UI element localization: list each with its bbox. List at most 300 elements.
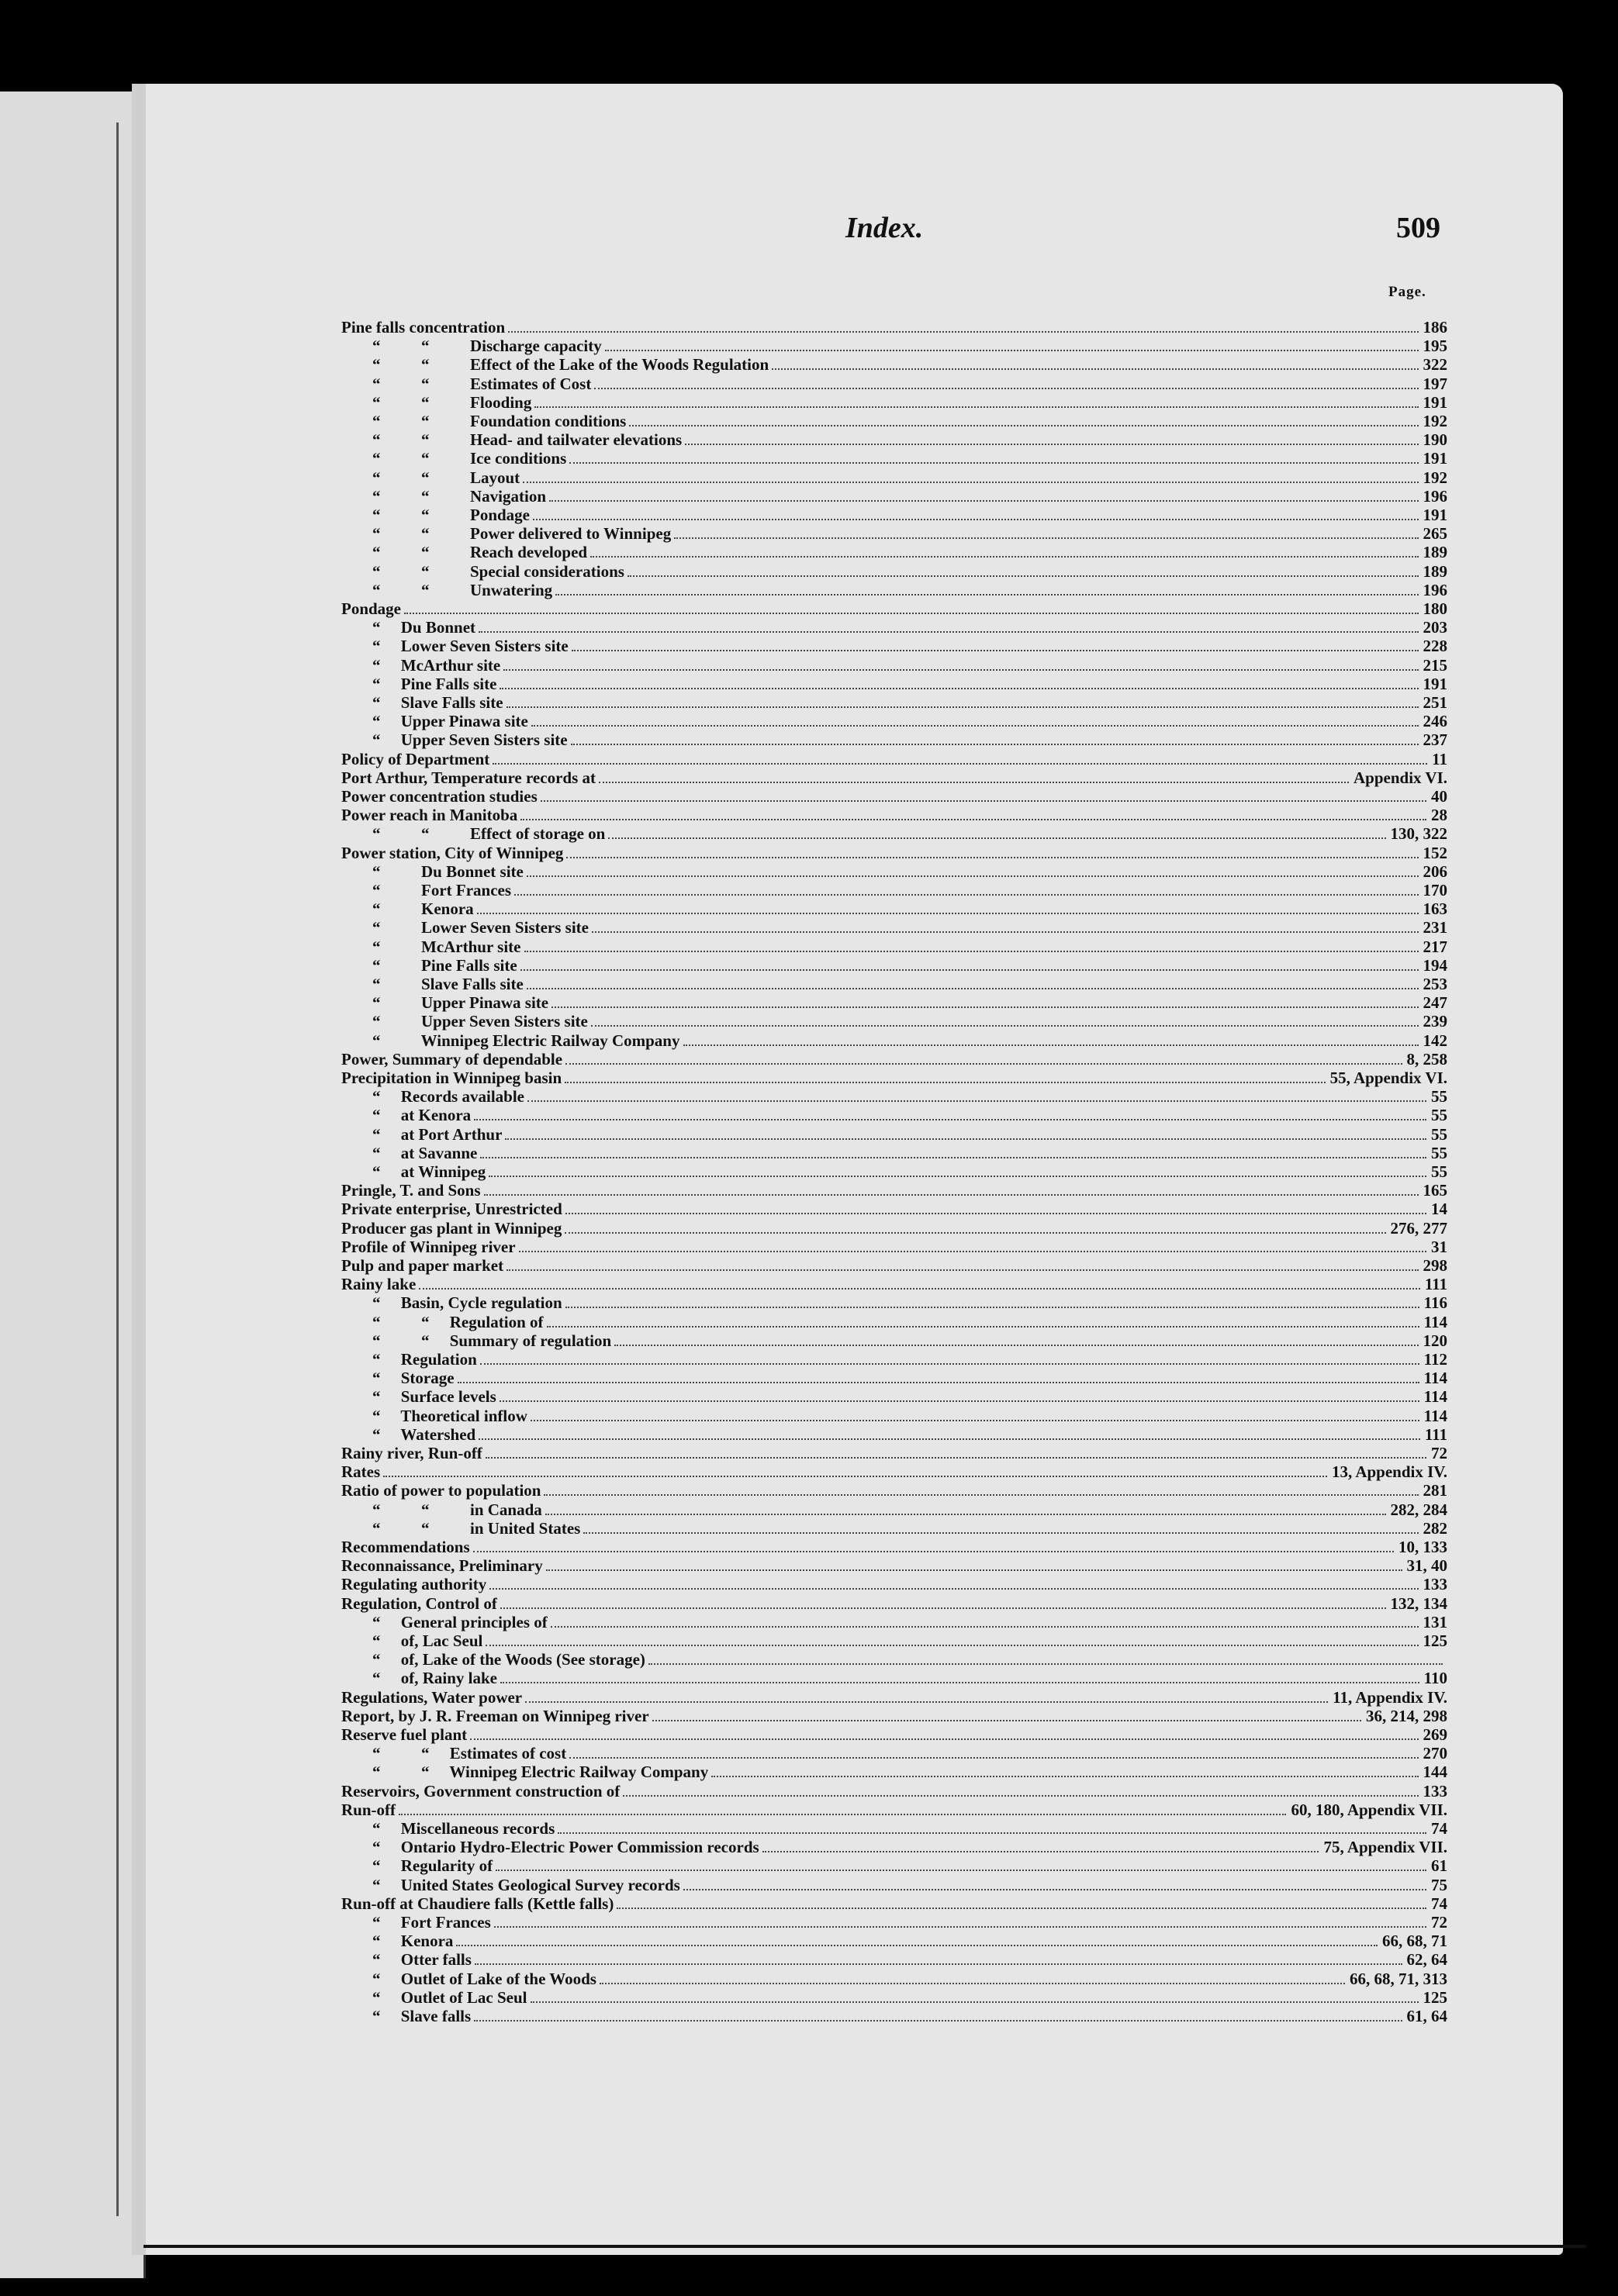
entry-page: 152 bbox=[1423, 843, 1447, 862]
entry-text: “ of, Rainy lake bbox=[372, 1669, 498, 1688]
entry-page: 194 bbox=[1423, 955, 1447, 975]
entry-text: “ at Savanne bbox=[372, 1143, 478, 1162]
dot-leader bbox=[555, 594, 1418, 596]
dot-leader bbox=[493, 763, 1427, 765]
dot-leader bbox=[762, 1851, 1319, 1852]
index-entry bbox=[341, 1838, 1447, 1856]
index-entry bbox=[341, 1125, 1447, 1144]
entry-page: 196 bbox=[1423, 580, 1447, 599]
index-entry bbox=[341, 2007, 1447, 2025]
dot-leader bbox=[551, 1006, 1418, 1008]
entry-text: “ “ Foundation conditions bbox=[372, 412, 627, 430]
entry-page: 55 bbox=[1431, 1162, 1447, 1181]
entry-page: 239 bbox=[1423, 1012, 1447, 1031]
entry-text: “ “ Estimates of Cost bbox=[372, 374, 592, 393]
index-entry bbox=[341, 881, 1447, 899]
dot-leader bbox=[629, 425, 1418, 426]
index-entry bbox=[341, 844, 1447, 862]
entry-page: 197 bbox=[1423, 374, 1447, 393]
entry-text: “ “ Navigation bbox=[372, 486, 547, 506]
index-entry bbox=[341, 1988, 1447, 2007]
index-entry bbox=[341, 1631, 1447, 1650]
dot-leader bbox=[565, 1232, 1385, 1234]
index-entry bbox=[341, 1950, 1447, 1969]
entry-page: 265 bbox=[1423, 524, 1447, 544]
entry-page: 270 bbox=[1423, 1744, 1447, 1763]
entry-text: “ McArthur site bbox=[372, 655, 501, 675]
dot-leader bbox=[544, 1494, 1418, 1496]
index-entry bbox=[341, 1669, 1447, 1687]
entry-text: “ “ Effect of storage on bbox=[372, 824, 606, 844]
index-entry bbox=[341, 375, 1447, 393]
entry-text: Pulp and paper market bbox=[341, 1256, 504, 1275]
entry-page: Appendix VI. bbox=[1354, 768, 1447, 787]
dot-leader bbox=[594, 388, 1418, 389]
dot-leader bbox=[404, 613, 1418, 614]
dot-leader bbox=[531, 2001, 1419, 2003]
entry-text: “ Ontario Hydro-Electric Power Commission records bbox=[372, 1838, 759, 1857]
entry-page: 111 bbox=[1424, 1275, 1447, 1294]
index-entry bbox=[341, 1012, 1447, 1031]
entry-text: “ Outlet of Lake of the Woods bbox=[372, 1969, 596, 1988]
dot-leader bbox=[685, 444, 1418, 445]
entry-text: Producer gas plant in Winnipeg bbox=[341, 1218, 562, 1238]
dot-leader bbox=[514, 894, 1418, 896]
dot-leader bbox=[599, 782, 1349, 783]
entry-text: “ Miscellaneous records bbox=[372, 1819, 555, 1838]
index-entry bbox=[341, 918, 1447, 937]
index-entry bbox=[341, 1031, 1447, 1050]
entry-text: “ at Kenora bbox=[372, 1106, 472, 1125]
entry-text: Policy of Department bbox=[341, 749, 490, 768]
index-entry bbox=[341, 787, 1447, 806]
entry-page: 55, Appendix VI. bbox=[1329, 1069, 1447, 1087]
entry-page: 14 bbox=[1431, 1200, 1447, 1219]
entry-text: Run-off bbox=[341, 1800, 396, 1819]
entry-text: “ Slave Falls site bbox=[372, 975, 524, 993]
entry-page: 170 bbox=[1423, 881, 1447, 899]
entry-page: 114 bbox=[1423, 1312, 1447, 1331]
index-entry bbox=[341, 1856, 1447, 1875]
entry-text: “ Fort Frances bbox=[372, 1913, 491, 1932]
entry-page: 269 bbox=[1423, 1725, 1447, 1744]
entry-page: 142 bbox=[1423, 1031, 1447, 1050]
entry-text: Pringle, T. and Sons bbox=[341, 1181, 481, 1200]
entry-page: 247 bbox=[1423, 993, 1447, 1013]
index-entry bbox=[341, 337, 1447, 355]
index-entry bbox=[341, 1932, 1447, 1950]
entry-text: “ Regularity of bbox=[372, 1856, 493, 1876]
entry-text: “ at Winnipeg bbox=[372, 1162, 486, 1181]
entry-page: 191 bbox=[1423, 506, 1447, 524]
index-entry bbox=[341, 1387, 1447, 1406]
entry-page: 61 bbox=[1431, 1856, 1447, 1876]
index-entry bbox=[341, 993, 1447, 1012]
entry-page: 74 bbox=[1431, 1819, 1447, 1838]
dot-leader bbox=[470, 1738, 1418, 1740]
entry-text: “ Records available bbox=[372, 1087, 524, 1107]
index-entry bbox=[341, 562, 1447, 581]
entry-page: 8, 258 bbox=[1406, 1049, 1447, 1069]
entry-page: 31 bbox=[1431, 1237, 1447, 1256]
entry-text: Port Arthur, Temperature records at bbox=[341, 768, 596, 787]
dot-leader bbox=[520, 969, 1419, 971]
entry-page: 110 bbox=[1423, 1669, 1447, 1688]
dot-leader bbox=[519, 1251, 1426, 1252]
dot-leader bbox=[608, 837, 1385, 839]
entry-text: “ Theoretical inflow bbox=[372, 1406, 527, 1425]
index-entry bbox=[341, 1144, 1447, 1162]
entry-text: “ Fort Frances bbox=[372, 881, 512, 899]
dot-leader bbox=[565, 1082, 1326, 1083]
dot-leader bbox=[565, 1307, 1419, 1308]
entry-page: 253 bbox=[1423, 975, 1447, 993]
entry-text: “ “ Flooding bbox=[372, 392, 532, 412]
entry-page: 246 bbox=[1423, 712, 1447, 731]
entry-text: Profile of Winnipeg river bbox=[341, 1237, 516, 1256]
entry-page: 55 bbox=[1431, 1143, 1447, 1162]
dot-leader bbox=[527, 1100, 1426, 1102]
entry-text: “ at Port Arthur bbox=[372, 1124, 503, 1144]
entry-text: “ “ Discharge capacity bbox=[372, 337, 602, 356]
entry-page: 132, 134 bbox=[1390, 1593, 1447, 1613]
entry-text: “ Du Bonnet site bbox=[372, 861, 524, 881]
entry-page: 228 bbox=[1423, 637, 1447, 656]
index-entry bbox=[341, 637, 1447, 655]
index-entry bbox=[341, 1181, 1447, 1200]
entry-page: 191 bbox=[1423, 392, 1447, 412]
dot-leader bbox=[486, 1457, 1426, 1459]
entry-text: Reservoirs, Government construction of bbox=[341, 1781, 621, 1801]
index-entry bbox=[341, 355, 1447, 374]
entry-page: 40 bbox=[1431, 787, 1447, 806]
index-entry bbox=[341, 1894, 1447, 1913]
entry-page: 203 bbox=[1423, 618, 1447, 637]
entry-page: 55 bbox=[1431, 1087, 1447, 1107]
entry-text: Report, by J. R. Freeman on Winnipeg river bbox=[341, 1706, 649, 1725]
entry-text: “ “ Summary of regulation bbox=[372, 1331, 612, 1350]
dot-leader bbox=[772, 368, 1418, 370]
entry-page: 55 bbox=[1431, 1106, 1447, 1125]
dot-leader bbox=[592, 931, 1419, 933]
index-entry bbox=[341, 393, 1447, 412]
dot-leader bbox=[500, 1400, 1419, 1402]
entry-page: 192 bbox=[1423, 412, 1447, 430]
index-entry bbox=[341, 1519, 1447, 1538]
entry-page: 120 bbox=[1423, 1331, 1447, 1350]
entry-page: 11 bbox=[1432, 749, 1447, 768]
dot-leader bbox=[547, 1326, 1419, 1328]
dot-leader bbox=[484, 1194, 1419, 1196]
entry-page: 125 bbox=[1423, 1987, 1447, 2007]
entry-text: “ of, Lac Seul bbox=[372, 1631, 483, 1650]
dot-leader bbox=[545, 1514, 1386, 1515]
dot-leader bbox=[569, 1757, 1418, 1759]
dot-leader bbox=[500, 1607, 1386, 1609]
dot-leader bbox=[489, 1176, 1426, 1177]
entry-text: Reserve fuel plant bbox=[341, 1725, 468, 1744]
entry-text: Private enterprise, Unrestricted bbox=[341, 1200, 562, 1219]
dot-leader bbox=[523, 482, 1418, 483]
index-entry bbox=[341, 1594, 1447, 1613]
entry-page: 215 bbox=[1423, 655, 1447, 675]
page-gutter-line bbox=[116, 123, 119, 2216]
dot-leader bbox=[549, 500, 1418, 502]
dot-leader bbox=[480, 1363, 1419, 1365]
index-entry bbox=[341, 1876, 1447, 1894]
entry-text: “ “ Winnipeg Electric Railway Company bbox=[372, 1763, 709, 1782]
dot-leader bbox=[617, 1908, 1426, 1909]
index-entry bbox=[341, 712, 1447, 730]
dot-leader bbox=[503, 669, 1418, 671]
entry-text: “ General principles of bbox=[372, 1612, 548, 1631]
entry-page: 75 bbox=[1431, 1875, 1447, 1894]
entry-page: 114 bbox=[1423, 1387, 1447, 1407]
index-entry bbox=[341, 524, 1447, 543]
entry-text: “ Kenora bbox=[372, 899, 474, 919]
dot-leader bbox=[480, 1157, 1426, 1158]
index-entry bbox=[341, 1725, 1447, 1744]
entry-text: “ Basin, Cycle regulation bbox=[372, 1293, 562, 1313]
index-entry bbox=[341, 1688, 1447, 1707]
dot-leader bbox=[508, 331, 1418, 333]
entry-text: “ of, Lake of the Woods (See storage) bbox=[372, 1650, 645, 1669]
index-entry bbox=[341, 430, 1447, 449]
index-entry bbox=[341, 1613, 1447, 1631]
index-entry bbox=[341, 1744, 1447, 1763]
dot-leader bbox=[500, 688, 1418, 689]
entry-page: 66, 68, 71 bbox=[1382, 1932, 1447, 1951]
dot-leader bbox=[623, 1795, 1418, 1797]
index-entry bbox=[341, 730, 1447, 749]
entry-page: 206 bbox=[1423, 861, 1447, 881]
entry-text: Pondage bbox=[341, 599, 402, 618]
entry-text: Regulations, Water power bbox=[341, 1687, 523, 1707]
entry-text: “ “ in United States bbox=[372, 1518, 581, 1538]
entry-text: Recommendations bbox=[341, 1538, 470, 1556]
entry-text: “ Upper Seven Sisters site bbox=[372, 730, 568, 750]
entry-page: 111 bbox=[1424, 1424, 1447, 1444]
index-entry bbox=[341, 675, 1447, 693]
entry-text: Pine falls concentration bbox=[341, 318, 506, 337]
entry-page: 298 bbox=[1423, 1256, 1447, 1275]
index-entry bbox=[341, 1707, 1447, 1725]
entry-page: 282, 284 bbox=[1390, 1500, 1447, 1519]
index-entry bbox=[341, 1481, 1447, 1500]
index-entry bbox=[341, 1575, 1447, 1593]
index-entry bbox=[341, 468, 1447, 487]
entry-text: Rainy lake bbox=[341, 1275, 417, 1294]
index-entry bbox=[341, 1369, 1447, 1387]
entry-text: Run-off at Chaudiere falls (Kettle falls) bbox=[341, 1894, 614, 1913]
index-entry bbox=[341, 768, 1447, 787]
entry-text: Power concentration studies bbox=[341, 787, 538, 806]
entry-text: “ Otter falls bbox=[372, 1950, 472, 1970]
entry-text: Regulating authority bbox=[341, 1575, 487, 1594]
index-entry bbox=[341, 1256, 1447, 1275]
dot-leader bbox=[591, 1025, 1419, 1027]
index-entry bbox=[341, 750, 1447, 768]
entry-text: Reconnaissance, Preliminary bbox=[341, 1556, 543, 1576]
dot-leader bbox=[711, 1776, 1418, 1777]
entry-page: 10, 133 bbox=[1398, 1538, 1447, 1556]
index-entry bbox=[341, 449, 1447, 468]
index-entry bbox=[341, 618, 1447, 637]
index-entry bbox=[341, 599, 1447, 618]
dot-leader bbox=[383, 1476, 1327, 1477]
entry-page: 133 bbox=[1423, 1781, 1447, 1801]
entry-page: 237 bbox=[1423, 730, 1447, 750]
dot-leader bbox=[565, 1213, 1426, 1214]
dot-leader bbox=[605, 350, 1419, 351]
entry-text: “ Du Bonnet bbox=[372, 618, 476, 637]
index-entry bbox=[341, 318, 1447, 337]
dot-leader bbox=[527, 875, 1419, 877]
entry-page: 114 bbox=[1423, 1406, 1447, 1425]
page-title: Index. bbox=[845, 212, 924, 244]
entry-text: “ “ in Canada bbox=[372, 1500, 542, 1519]
dot-leader bbox=[566, 857, 1418, 858]
entry-page: 189 bbox=[1423, 543, 1447, 562]
entry-page: 281 bbox=[1423, 1481, 1447, 1500]
dot-leader bbox=[506, 706, 1419, 708]
bottom-edge-shadow bbox=[143, 2245, 1586, 2248]
dot-leader bbox=[479, 631, 1418, 633]
entry-text: “ Slave Falls site bbox=[372, 693, 503, 712]
entry-page: 116 bbox=[1423, 1293, 1447, 1313]
entry-text: “ “ Effect of the Lake of the Woods Regulation bbox=[372, 355, 769, 375]
entry-text: “ Watershed bbox=[372, 1424, 476, 1444]
entry-page: 189 bbox=[1423, 561, 1447, 581]
dot-leader bbox=[419, 1288, 1420, 1290]
index-entry bbox=[341, 1275, 1447, 1293]
entry-text: “ “ Ice conditions bbox=[372, 449, 567, 468]
index-entry bbox=[341, 1425, 1447, 1444]
entry-text: Precipitation in Winnipeg basin bbox=[341, 1069, 562, 1087]
index-entry bbox=[341, 1782, 1447, 1801]
index-entry bbox=[341, 487, 1447, 506]
dot-leader bbox=[590, 556, 1418, 558]
entry-text: “ Upper Pinawa site bbox=[372, 993, 549, 1013]
index-entry bbox=[341, 1219, 1447, 1238]
index-entry bbox=[341, 1407, 1447, 1425]
entry-page: 133 bbox=[1423, 1575, 1447, 1594]
dot-leader bbox=[533, 519, 1418, 520]
entry-text: “ Upper Pinawa site bbox=[372, 712, 528, 731]
dot-leader bbox=[527, 988, 1419, 989]
dot-leader bbox=[674, 537, 1418, 539]
entry-text: “ Pine Falls site bbox=[372, 674, 497, 693]
entry-text: “ “ Pondage bbox=[372, 506, 531, 524]
entry-text: “ Winnipeg Electric Railway Company bbox=[372, 1031, 680, 1050]
dot-leader bbox=[583, 1532, 1418, 1534]
index-entry bbox=[341, 1801, 1447, 1819]
entry-page: 192 bbox=[1423, 468, 1447, 487]
index-entry bbox=[341, 656, 1447, 675]
index-entry bbox=[341, 937, 1447, 956]
index-entry bbox=[341, 1050, 1447, 1069]
entry-text: “ Lower Seven Sisters site bbox=[372, 637, 569, 656]
dot-leader bbox=[524, 951, 1419, 952]
entry-page: 322 bbox=[1423, 355, 1447, 375]
entry-page: 165 bbox=[1423, 1181, 1447, 1200]
dot-leader bbox=[652, 1720, 1361, 1721]
index-entry bbox=[341, 1819, 1447, 1838]
index-entry bbox=[341, 1538, 1447, 1556]
entry-text: Regulation, Control of bbox=[341, 1593, 497, 1613]
entry-text: “ McArthur site bbox=[372, 937, 521, 956]
entry-text: “ Kenora bbox=[372, 1932, 454, 1951]
entry-page: 131 bbox=[1423, 1612, 1447, 1631]
entry-page: 125 bbox=[1423, 1631, 1447, 1650]
dot-leader bbox=[683, 1889, 1426, 1890]
dot-leader bbox=[551, 1626, 1419, 1628]
index-entry bbox=[341, 693, 1447, 712]
dot-leader bbox=[614, 1345, 1418, 1346]
entry-page: 191 bbox=[1423, 674, 1447, 693]
dot-leader bbox=[571, 744, 1419, 745]
dot-leader bbox=[486, 1645, 1418, 1646]
entry-page: 61, 64 bbox=[1406, 2007, 1447, 2025]
index-entry bbox=[341, 824, 1447, 843]
entry-text: “ Slave falls bbox=[372, 2007, 472, 2025]
page-number: 509 bbox=[1396, 212, 1440, 244]
entry-text: Power station, City of Winnipeg bbox=[341, 843, 564, 862]
entry-page: 282 bbox=[1423, 1518, 1447, 1538]
index-entry bbox=[341, 899, 1447, 918]
dot-leader bbox=[600, 1983, 1345, 1984]
dot-leader bbox=[531, 725, 1419, 727]
entry-text: “ “ Layout bbox=[372, 468, 520, 487]
entry-text: “ “ Estimates of cost bbox=[372, 1744, 567, 1763]
index-entry bbox=[341, 1650, 1447, 1669]
entry-page: 180 bbox=[1423, 599, 1447, 618]
dot-leader bbox=[494, 1926, 1426, 1928]
entry-page: 163 bbox=[1423, 899, 1447, 919]
index-entry bbox=[341, 1331, 1447, 1350]
dot-leader bbox=[458, 1382, 1419, 1383]
page-column-heading: Page. bbox=[1388, 284, 1426, 300]
entry-page: 196 bbox=[1423, 486, 1447, 506]
entry-page: 75, Appendix VII. bbox=[1323, 1838, 1447, 1857]
index-entry bbox=[341, 1763, 1447, 1781]
entry-text: “ Storage bbox=[372, 1369, 455, 1388]
index-entry bbox=[341, 975, 1447, 993]
index-entry bbox=[341, 1556, 1447, 1575]
index-entry bbox=[341, 1087, 1447, 1106]
entry-text: “ Outlet of Lac Seul bbox=[372, 1987, 527, 2007]
entry-page: 72 bbox=[1431, 1444, 1447, 1462]
entry-page: 55 bbox=[1431, 1124, 1447, 1144]
dot-leader bbox=[473, 1551, 1394, 1552]
entry-page: 114 bbox=[1423, 1369, 1447, 1388]
dot-leader bbox=[572, 650, 1419, 651]
adjacent-page-edge bbox=[0, 91, 146, 2278]
entry-text: “ “ Unwatering bbox=[372, 580, 553, 599]
entry-text: Rates bbox=[341, 1462, 381, 1482]
index-entry bbox=[341, 1200, 1447, 1218]
entry-page: 13, Appendix IV. bbox=[1331, 1462, 1447, 1482]
dot-leader bbox=[500, 1682, 1419, 1683]
entry-page: 217 bbox=[1423, 937, 1447, 956]
entry-page: 144 bbox=[1423, 1763, 1447, 1782]
index-entry bbox=[341, 1293, 1447, 1312]
dot-leader bbox=[627, 575, 1419, 577]
index-entry bbox=[341, 1444, 1447, 1462]
entry-page: 130, 322 bbox=[1390, 824, 1447, 844]
entry-text: Ratio of power to population bbox=[341, 1481, 541, 1500]
dot-leader bbox=[569, 462, 1418, 464]
